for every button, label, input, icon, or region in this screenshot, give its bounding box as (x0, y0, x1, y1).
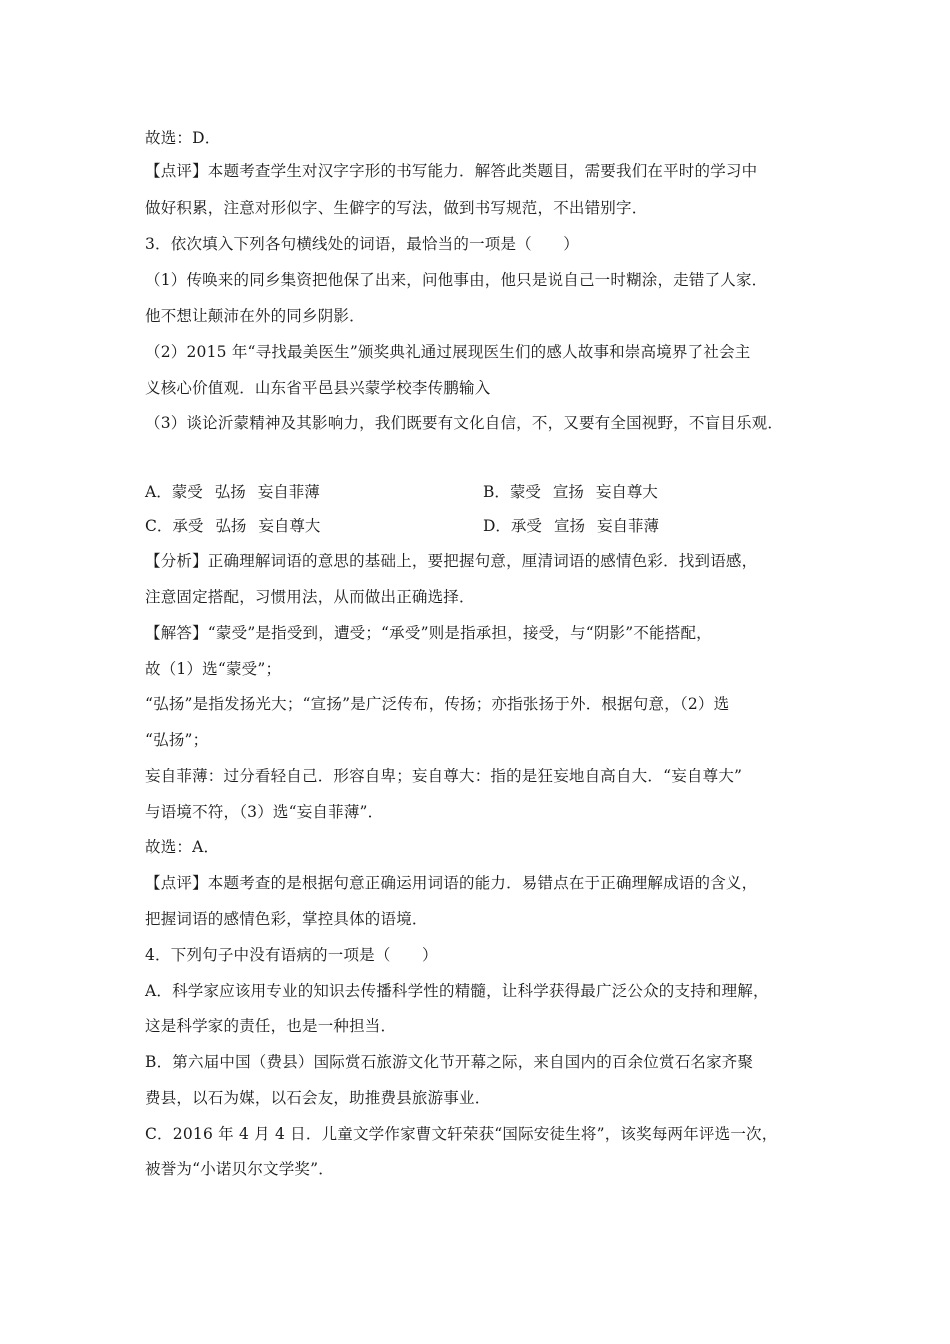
option-b: B．蒙受 宣扬 妄自尊大 (483, 483, 658, 501)
option-c: C．承受 弘扬 妄自尊大 (145, 517, 321, 535)
question-4-option-b-cont: 费县，以石为媒，以石会友，助推费县旅游事业． (145, 1089, 491, 1107)
option-d: D．承受 宣扬 妄自菲薄 (483, 517, 659, 535)
answer-line-3: “弘扬”是指发扬光大；“宣扬”是广泛传布，传扬；亦指张扬于外．根据句意，（2）选 (145, 695, 730, 713)
answer-choice: 故选：A． (145, 838, 220, 856)
question-4-option-a-cont: 这是科学家的责任，也是一种担当． (145, 1017, 397, 1035)
question-4-option-c-cont: 被誉为“小诺贝尔文学奖”． (145, 1160, 334, 1178)
option-a: A．蒙受 弘扬 妄自菲薄 (145, 483, 320, 501)
comment-line-q3-cont: 把握词语的感情色彩，掌控具体的语境． (145, 910, 428, 928)
question-3-sentence-2: （2）2015 年“寻找最美医生”颁奖典礼通过展现医生们的感人故事和崇高境界了社会主 (145, 343, 751, 361)
question-3-sentence-2-cont: 义核心价值观．山东省平邑县兴蒙学校李传鹏输入 (145, 379, 491, 397)
question-4-title: 4．下列句子中没有语病的一项是（ ） (145, 946, 438, 964)
question-4-option-b: B．第六届中国（费县）国际赏石旅游文化节开幕之际，来自国内的百余位赏石名家齐聚 (145, 1053, 754, 1071)
analysis-line: 【分析】正确理解词语的意思的基础上，要把握句意，厘清词语的感情色彩．找到语感， (145, 552, 758, 570)
analysis-line-cont: 注意固定搭配，习惯用法，从而做出正确选择． (145, 588, 475, 606)
comment-line: 【点评】本题考查学生对汉字字形的书写能力．解答此类题目，需要我们在平时的学习中 (145, 162, 758, 180)
comment-line-cont: 做好积累，注意对形似字、生僻字的写法，做到书写规范，不出错别字． (145, 199, 648, 217)
answer-line-4: “弘扬”； (145, 731, 209, 749)
question-3-title: 3．依次填入下列各句横线处的词语，最恰当的一项是（ ） (145, 235, 579, 253)
answer-line-2: 故（1）选“蒙受”； (145, 660, 282, 678)
question-3-sentence-1-cont: 他不想让颠沛在外的同乡阴影． (145, 307, 365, 325)
question-4-option-c: C．2016 年 4 月 4 日．儿童文学作家曹文轩荣获“国际安徒生将”，该奖每两年评选一次， (145, 1125, 778, 1143)
question-3-sentence-1: （1）传唤来的同乡集资把他保了出来，问他事由，他只是说自己一时糊涂，走错了人家． (145, 271, 768, 289)
answer-line: 【解答】“蒙受”是指受到，遭受；“承受”则是指承担，接受，与“阴影”不能搭配， (145, 624, 712, 642)
answer-line-5: 妄自菲薄：过分看轻自己．形容自卑；妄自尊大：指的是狂妄地自高自大．“妄自尊大” (145, 767, 743, 785)
question-3-sentence-3: （3）谈论沂蒙精神及其影响力，我们既要有文化自信，不，又要有全国视野，不盲目乐观． (145, 414, 784, 432)
question-4-option-a: A．科学家应该用专业的知识去传播科学性的精髓，让科学获得最广泛公众的支持和理解， (145, 982, 769, 1000)
answer-line-prev: 故选：D． (145, 129, 221, 147)
comment-line-q3: 【点评】本题考查的是根据句意正确运用词语的能力．易错点在于正确理解成语的含义， (145, 874, 758, 892)
answer-line-6: 与语境不符，（3）选“妄自菲薄”． (145, 803, 384, 821)
